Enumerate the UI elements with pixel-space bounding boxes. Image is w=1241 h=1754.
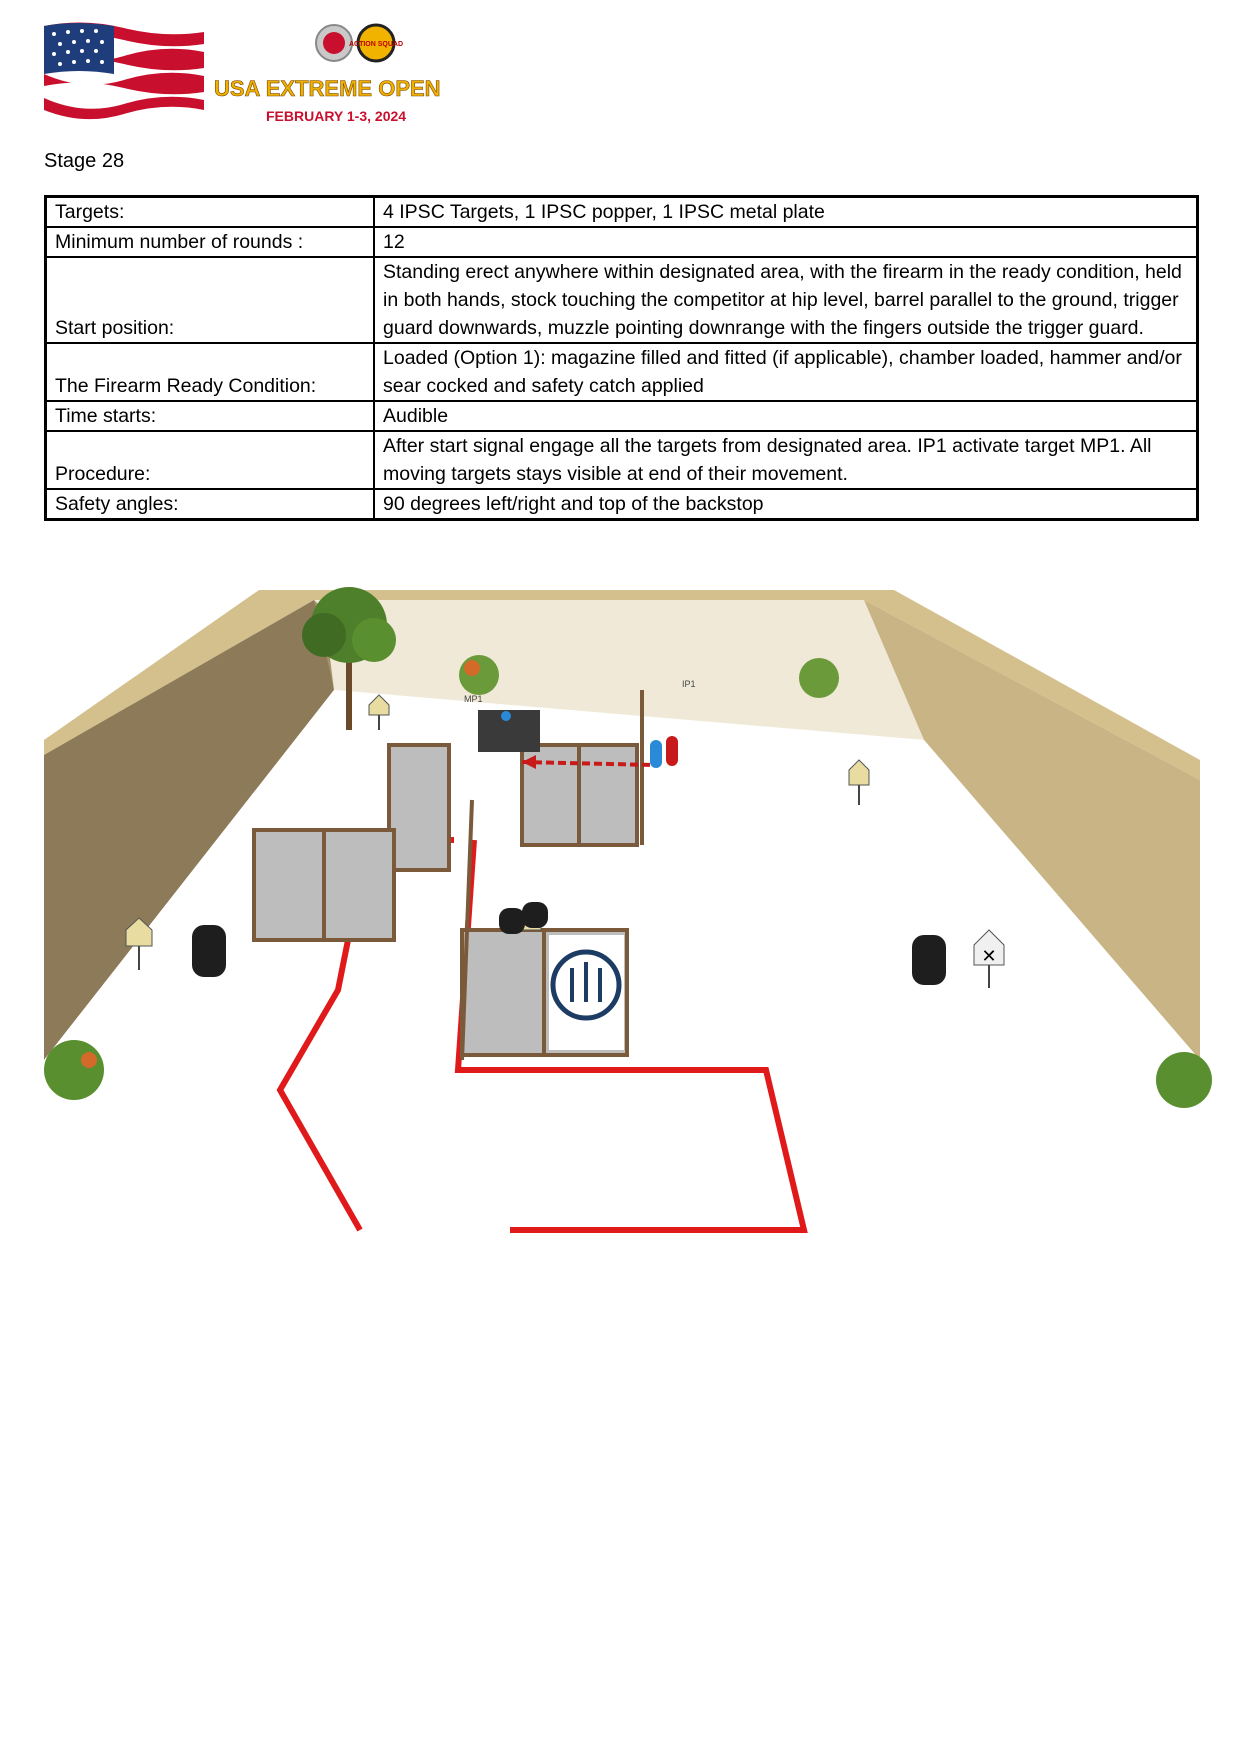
row-value: 4 IPSC Targets, 1 IPSC popper, 1 IPSC metal plate <box>374 197 1198 228</box>
row-value: Standing erect anywhere within designated area, with the firearm in the ready condition, held in both hands, stock touching the competitor at hip level, barrel parallel to the ground, trigger guard downwards, muzzle pointing downrange with the fingers outside the trigger guard. <box>374 257 1198 343</box>
tire-stack <box>192 925 226 977</box>
table-row <box>46 489 1198 520</box>
event-logo <box>44 18 441 133</box>
stage-diagram <box>44 590 1200 1240</box>
row-value: 12 <box>374 227 1198 257</box>
row-label: The Firearm Ready Condition: <box>46 343 375 401</box>
table-row <box>46 431 1198 489</box>
tire-stack <box>912 935 946 985</box>
shrub-icon <box>44 1040 104 1100</box>
us-flag-icon <box>44 22 204 119</box>
table-row <box>46 257 1198 343</box>
table-row <box>46 343 1198 401</box>
row-value: 90 degrees left/right and top of the backstop <box>374 489 1198 520</box>
row-value: Loaded (Option 1): magazine filled and fitted (if applicable), chamber loaded, hammer and/or sear cocked and safety catch applied <box>374 343 1198 401</box>
row-label: Procedure: <box>46 431 375 489</box>
popper <box>666 736 678 766</box>
mp1-label: MP1 <box>464 694 483 704</box>
svg-text:✕: ✕ <box>981 946 997 966</box>
row-value: After start signal engage all the targets from designated area. IP1 activate target MP1. All moving targets stays visible at end of their movement. <box>374 431 1198 489</box>
wall-panel <box>462 930 627 1055</box>
logo-title: USA EXTREME OPEN <box>214 76 441 101</box>
shrub-icon <box>1156 1052 1212 1108</box>
row-label: Safety angles: <box>46 489 375 520</box>
row-label: Start position: <box>46 257 375 343</box>
table-row <box>46 401 1198 431</box>
wall-panel <box>254 830 394 940</box>
svg-text:ACTION SQUAD: ACTION SQUAD <box>348 41 404 48</box>
stage-info-table <box>44 195 1199 521</box>
table-row <box>46 227 1198 257</box>
row-value: Audible <box>374 401 1198 431</box>
popper-ip1 <box>650 740 662 768</box>
stage-title: Stage 28 <box>44 150 125 172</box>
shrub-icon <box>459 655 499 695</box>
ip1-label: IP1 <box>682 679 696 689</box>
row-label: Minimum number of rounds : <box>46 227 375 257</box>
row-label: Targets: <box>46 197 375 228</box>
row-label: Time starts: <box>46 401 375 431</box>
wall-panel <box>389 745 449 870</box>
table-row <box>46 197 1198 228</box>
shrub-icon <box>799 658 839 698</box>
logo-date: FEBRUARY 1-3, 2024 <box>266 108 407 124</box>
wall-panel <box>522 745 637 845</box>
